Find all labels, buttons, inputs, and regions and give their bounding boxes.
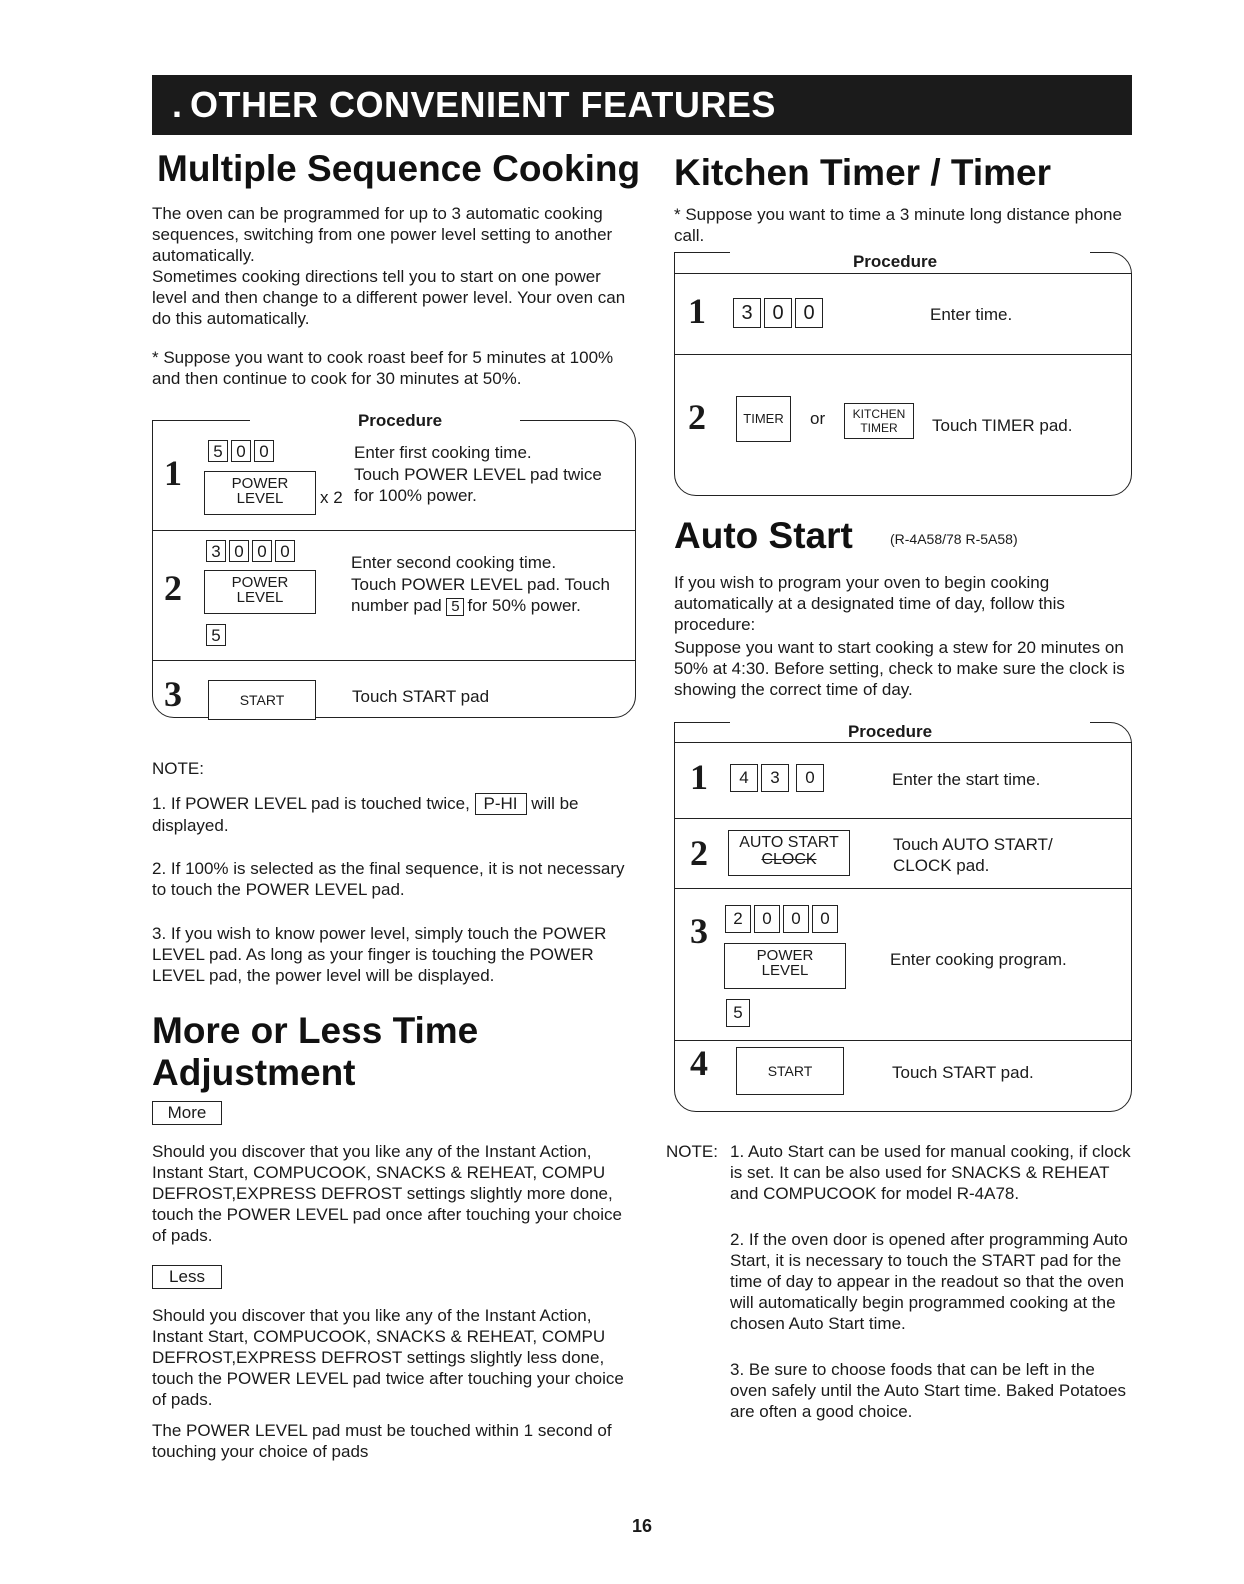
auto-step-4-number: 4 — [690, 1043, 708, 1083]
timer-step-1-number: 1 — [688, 291, 706, 331]
auto-step-2-desc: Touch AUTO START/ CLOCK pad. — [893, 835, 1053, 875]
msc-step-1-number: 1 — [164, 453, 182, 493]
kitchen-timer-button[interactable]: KITCHEN TIMER — [844, 403, 914, 439]
number-key[interactable]: 3 — [733, 298, 761, 328]
number-key[interactable]: 0 — [783, 905, 809, 933]
number-key[interactable]: 0 — [754, 905, 780, 933]
power-level-button[interactable]: POWER LEVEL — [204, 471, 316, 515]
auto-note-1: 1. Auto Start can be used for manual cooking, if clock is set. It can be also used for SNACKS & REHEAT and COMPUCOOK for model R-4A78. — [730, 1142, 1131, 1203]
mlt-title-line-2: Adjustment — [152, 1052, 356, 1093]
msc-step-1-keys — [208, 440, 277, 462]
auto-step-1-number: 1 — [690, 757, 708, 797]
msc-note-2: 2. If 100% is selected as the final sequence, it is not necessary to touch the POWER LEVEL pad. — [152, 859, 625, 899]
msc-step-1-multiplier: x 2 — [320, 488, 343, 507]
timer-step-2-desc: Touch TIMER pad. — [932, 416, 1073, 435]
number-key[interactable]: 0 — [252, 540, 272, 562]
auto-step-3-keys — [725, 905, 841, 933]
number-key[interactable]: 0 — [812, 905, 838, 933]
number-key[interactable]: 5 — [726, 999, 750, 1027]
or-text: or — [810, 409, 826, 428]
mlt-title-line-1: More or Less Time — [152, 1010, 479, 1051]
msc-step-2-desc-2: Touch POWER LEVEL pad. Touch number pad 5 for 50% power. — [351, 575, 610, 615]
auto-start-clock-button[interactable]: AUTO START CLOCK — [728, 830, 850, 876]
msc-title: Multiple Sequence Cooking — [157, 148, 641, 189]
timer-procedure-title: Procedure — [852, 252, 938, 271]
msc-step-3-desc: Touch START pad — [352, 687, 490, 706]
mlt-more-text: Should you discover that you like any of the Instant Action, Instant Start, COMPUCOOK, SNACKS & REHEAT, COMPU DEFROST,EXPRESS DEFROST settings slightly more done, touch the POWER LEVEL pad once after touching your choice of pads. — [152, 1142, 622, 1245]
banner-dot: . — [172, 84, 183, 125]
timer-button[interactable]: TIMER — [736, 396, 791, 442]
auto-procedure-title: Procedure — [847, 722, 933, 741]
number-key[interactable]: 0 — [229, 540, 249, 562]
number-key[interactable]: 5 — [206, 624, 226, 646]
msc-note-3: 3. If you wish to know power level, simply touch the POWER LEVEL pad. As long as your finger is touching the POWER LEVEL pad, the power level will be displayed. — [152, 924, 607, 985]
number-key[interactable]: 4 — [730, 764, 758, 792]
number-key[interactable]: 3 — [206, 540, 226, 562]
auto-step-1-keys — [730, 764, 827, 792]
auto-step-1-desc: Enter the start time. — [892, 770, 1041, 789]
number-key[interactable]: 0 — [795, 298, 823, 328]
msc-procedure-title: Procedure — [357, 411, 443, 430]
timer-title: Kitchen Timer / Timer — [674, 152, 1051, 193]
msc-step-3-number: 3 — [164, 674, 182, 714]
start-button[interactable]: START — [736, 1047, 844, 1095]
number-key[interactable]: 0 — [275, 540, 295, 562]
timer-example: * Suppose you want to time a 3 minute long distance phone call. — [674, 205, 1122, 245]
display-readout: P-HI — [475, 793, 527, 815]
number-key[interactable]: 5 — [208, 440, 228, 462]
auto-step-2-number: 2 — [690, 833, 708, 873]
msc-step-2-number: 2 — [164, 568, 182, 608]
less-button[interactable]: Less — [152, 1265, 222, 1289]
number-key[interactable]: 2 — [725, 905, 751, 933]
more-button[interactable]: More — [152, 1101, 222, 1125]
msc-note-label: NOTE: — [152, 759, 204, 778]
timer-step-2-number: 2 — [688, 397, 706, 437]
number-key: 5 — [446, 598, 464, 616]
msc-step-2-desc-1: Enter second cooking time. — [351, 553, 557, 572]
auto-start-models: (R-4A58/78 R-5A58) — [890, 531, 1018, 547]
power-level-button[interactable]: POWER LEVEL — [724, 943, 846, 989]
auto-note-2: 2. If the oven door is opened after programming Auto Start, it is necessary to touch the START pad for the time of day to appear in the readout so that the oven will automatically begin programmed cooking at the chosen Auto Start time. — [730, 1230, 1128, 1333]
page-number: 16 — [632, 1516, 653, 1536]
banner-title: OTHER CONVENIENT FEATURES — [190, 84, 776, 125]
number-key[interactable]: 0 — [254, 440, 274, 462]
number-key[interactable]: 0 — [764, 298, 792, 328]
number-key[interactable]: 0 — [231, 440, 251, 462]
auto-start-title: Auto Start — [674, 515, 853, 556]
msc-intro-1: The oven can be programmed for up to 3 automatic cooking sequences, switching from one power level setting to another automatically. — [152, 204, 613, 265]
power-level-button[interactable]: POWER LEVEL — [204, 570, 316, 614]
auto-note-label: NOTE: — [666, 1142, 718, 1161]
timer-step-1-desc: Enter time. — [930, 305, 1013, 324]
msc-step-2-keys — [206, 540, 298, 562]
auto-note-3: 3. Be sure to choose foods that can be left in the oven safely until the Auto Start time. Baked Potatoes are often a good choice. — [730, 1360, 1126, 1421]
msc-intro-2: Sometimes cooking directions tell you to start on one power level and then change to a different power level. Your oven can do this automatically. — [152, 267, 626, 328]
msc-example: * Suppose you want to cook roast beef for 5 minutes at 100% and then continue to cook for 30 minutes at 50%. — [152, 348, 614, 388]
number-key[interactable]: 3 — [761, 764, 789, 792]
auto-step-3-desc: Enter cooking program. — [890, 950, 1067, 969]
msc-step-1-desc-2: Touch POWER LEVEL pad twice for 100% power. — [354, 465, 602, 505]
mlt-less-text: Should you discover that you like any of the Instant Action, Instant Start, COMPUCOOK, SNACKS & REHEAT, COMPU DEFROST,EXPRESS DEFROST settings slightly less done, touch the POWER LEVEL pad twice after touching your choice of pads. — [152, 1306, 624, 1409]
auto-start-example: Suppose you want to start cooking a stew for 20 minutes on 50% at 4:30. Before setting, check to make sure the clock is showing the correct time of day. — [674, 638, 1125, 699]
auto-start-intro: If you wish to program your oven to begin cooking automatically at a designated time of day, follow this procedure: — [674, 573, 1065, 634]
number-key[interactable]: 0 — [796, 764, 824, 792]
mlt-final-text: The POWER LEVEL pad must be touched within 1 second of touching your choice of pads — [152, 1421, 612, 1461]
msc-step-1-desc-1: Enter first cooking time. — [354, 443, 532, 462]
auto-step-3-number: 3 — [690, 911, 708, 951]
timer-step-1-keys — [733, 298, 826, 328]
timer-procedure-box — [674, 252, 1132, 496]
start-button[interactable]: START — [208, 680, 316, 720]
msc-note-1: 1. If POWER LEVEL pad is touched twice, P-HI will be displayed. — [152, 794, 579, 835]
auto-step-4-desc: Touch START pad. — [892, 1063, 1034, 1082]
